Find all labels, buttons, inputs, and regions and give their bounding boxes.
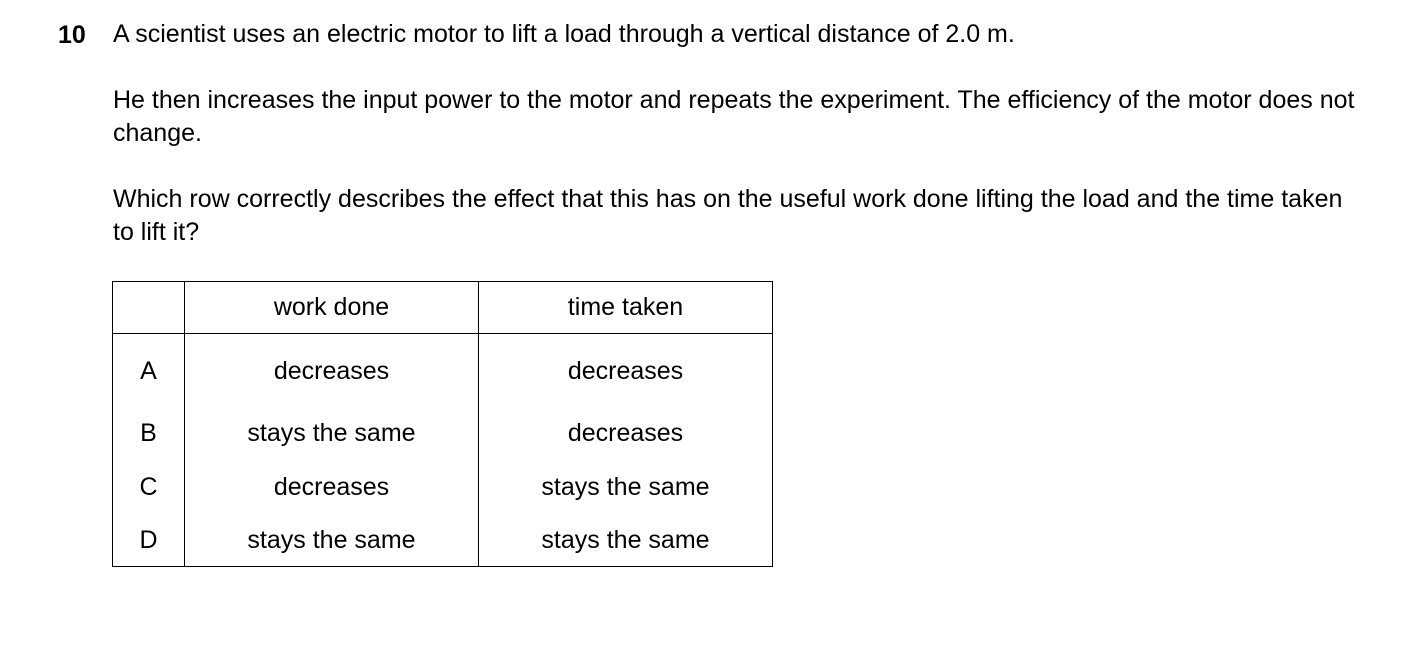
table-row[interactable] — [113, 334, 773, 407]
question-text-change: He then increases the input power to the motor and repeats the experiment. The efficiency of the motor does not change. — [113, 86, 1355, 147]
time-taken-cell: decreases — [479, 406, 773, 460]
question-number: 10 — [58, 21, 86, 49]
time-taken-cell: decreases — [479, 334, 773, 407]
option-letter: B — [113, 406, 185, 460]
header-letter-cell — [113, 282, 185, 334]
question-text-prompt: Which row correctly describes the effect that this has on the useful work done lifting the load and the time taken to lift it? — [113, 185, 1343, 246]
option-letter: A — [113, 334, 185, 407]
table-row[interactable] — [113, 406, 773, 460]
table-header-row — [113, 282, 773, 334]
option-letter: D — [113, 514, 185, 567]
answer-table — [112, 281, 773, 567]
header-time-taken: time taken — [479, 282, 773, 334]
question-text-intro: A scientist uses an electric motor to lift a load through a vertical distance of 2.0 m. — [113, 20, 1015, 48]
time-taken-cell: stays the same — [479, 460, 773, 514]
work-done-cell: stays the same — [185, 406, 479, 460]
time-taken-cell: stays the same — [479, 514, 773, 567]
work-done-cell: stays the same — [185, 514, 479, 567]
header-work-done: work done — [185, 282, 479, 334]
work-done-cell: decreases — [185, 334, 479, 407]
work-done-cell: decreases — [185, 460, 479, 514]
table-row[interactable] — [113, 460, 773, 514]
option-letter: C — [113, 460, 185, 514]
table-row[interactable] — [113, 514, 773, 567]
